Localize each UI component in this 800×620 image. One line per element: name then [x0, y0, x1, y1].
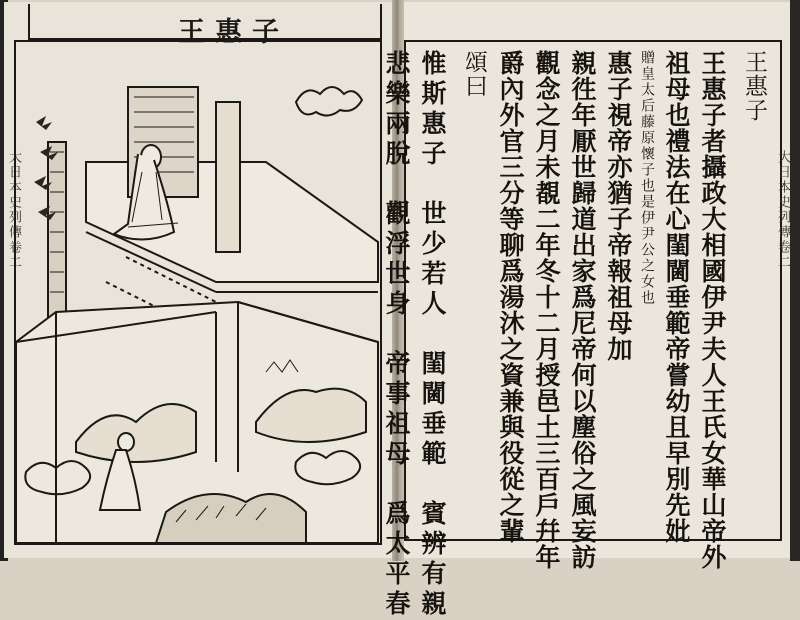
text-column: 親徃年厭世歸道出家爲尼帝何以塵俗之風妄訪 — [568, 50, 597, 570]
text-column: 惠子視帝亦猶子帝報祖母加 — [604, 50, 633, 362]
verse-column: 惟斯惠子 世少若人 閨閫垂範 賓辨有親 — [418, 50, 447, 620]
page-title: 王惠子 — [178, 17, 289, 48]
eulogy-heading: 頌曰 — [461, 50, 487, 98]
right-side-label: 大日本史列傳卷二 — [775, 150, 790, 270]
left-side-label: 大日本史列傳卷二 — [6, 150, 21, 270]
annotation-column: 贈皇太后藤原懷子也是伊尹公之女也 — [639, 50, 655, 306]
woodblock-illustration — [16, 42, 380, 543]
text-column: 觀念之月未覩二年冬十二月授邑土三百戶幷年 — [532, 50, 561, 570]
book-edge-right — [790, 0, 800, 561]
biography-heading: 王惠子 — [741, 50, 767, 122]
title-box — [28, 4, 382, 48]
text-column: 爵內外官三分等聊爲湯沐之資兼與役從之輩 — [496, 50, 525, 544]
text-column: 王惠子者攝政大相國伊尹夫人王氏女華山帝外 — [698, 50, 727, 570]
text-columns — [380, 50, 770, 620]
text-column: 祖母也禮法在心閨閫垂範帝嘗幼且早別先妣 — [662, 50, 691, 544]
verse-column: 悲樂兩脫 觀浮世身 帝事祖母 爲太平春 — [382, 50, 411, 620]
